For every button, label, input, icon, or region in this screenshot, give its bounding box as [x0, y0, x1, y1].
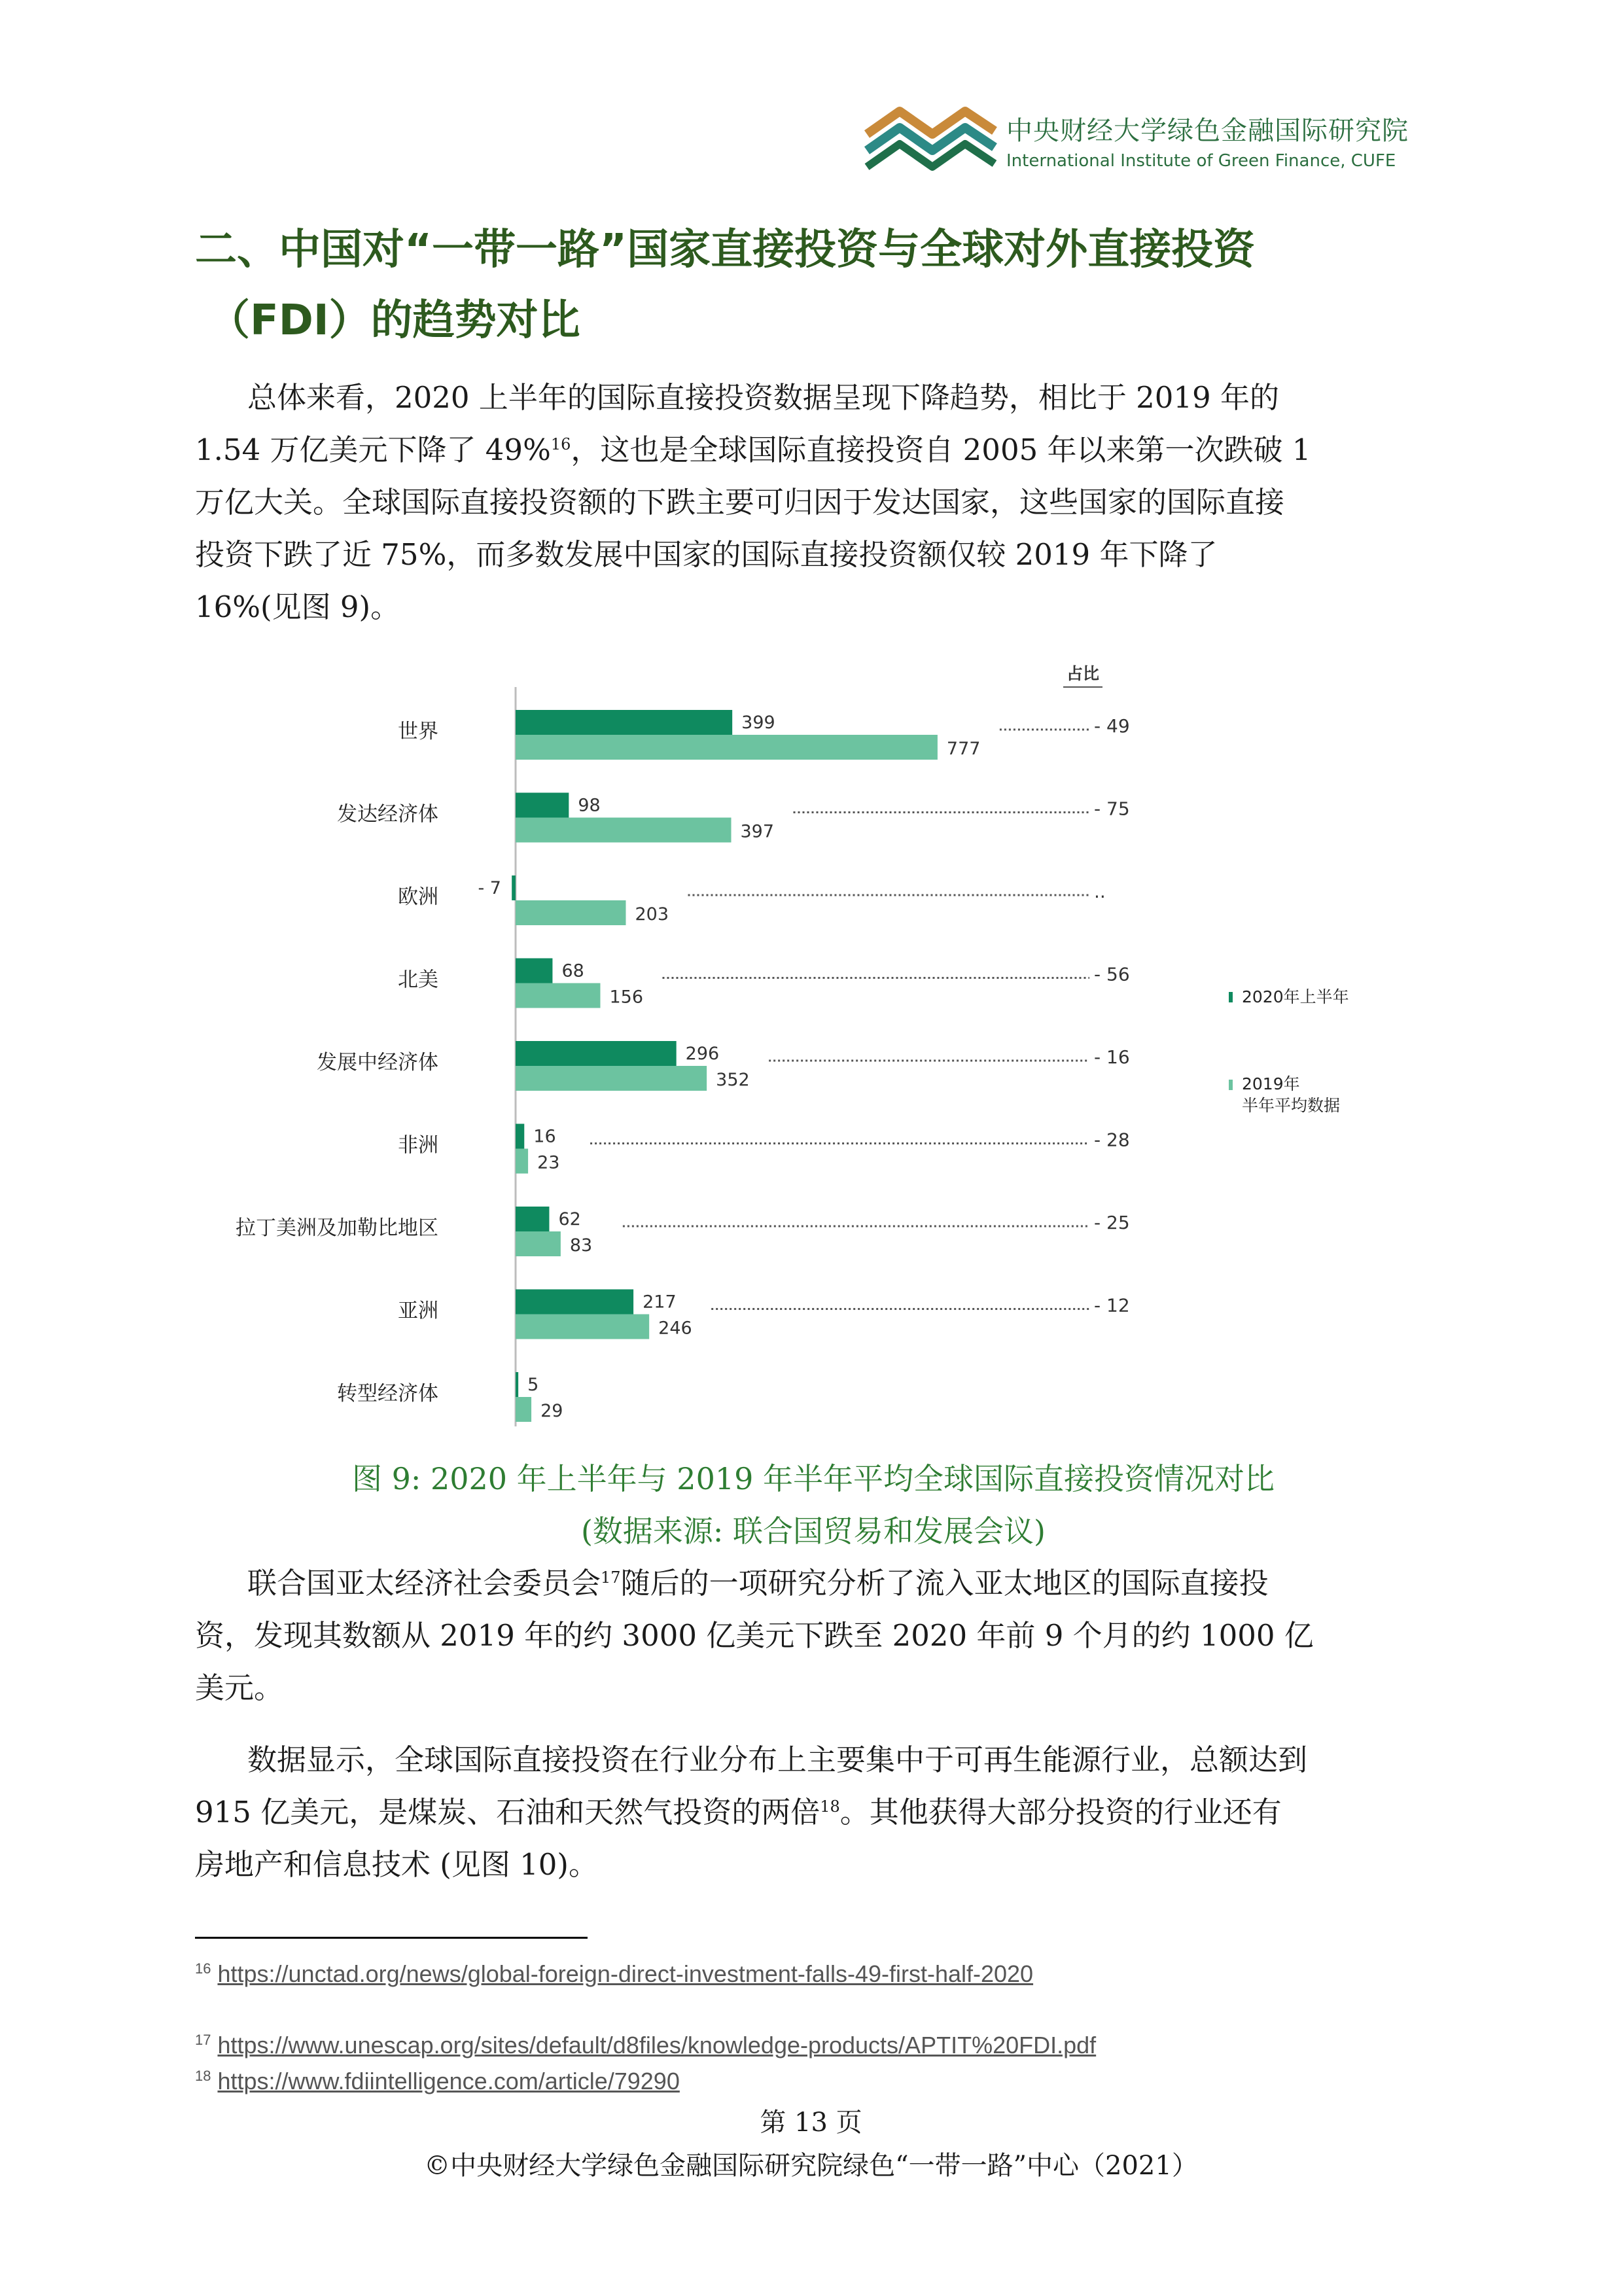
- category-label: 欧洲: [398, 885, 438, 909]
- value-label-2019: 83: [569, 1235, 593, 1256]
- value-label-2019: 156: [609, 987, 644, 1008]
- fdi-bar-chart: [196, 654, 1439, 1439]
- copyright-notice: ©中央财经大学绿色金融国际研究院绿色“一带一路”中心（2021）: [424, 2151, 1198, 2181]
- paragraph-line: 16%(见图 9)。: [195, 590, 400, 624]
- category-label: 世界: [398, 720, 438, 743]
- value-label-2020: 296: [685, 1044, 720, 1064]
- text-span: 。其他获得大部分投资的行业还有: [839, 1795, 1282, 1829]
- category-label: 亚洲: [398, 1299, 438, 1323]
- footnote-number: 16: [195, 1960, 211, 1977]
- section-title-line1: 二、中国对“一带一路”国家直接投资与全球对外直接投资: [195, 226, 1256, 274]
- change-label: - 16: [1094, 1046, 1130, 1068]
- bar-2020: [516, 793, 569, 818]
- category-label: 拉丁美洲及加勒比地区: [236, 1216, 438, 1240]
- footnote-divider: [195, 1937, 588, 1939]
- value-label-2020: 399: [741, 713, 775, 733]
- text-span: 随后的一项研究分析了流入亚太地区的国际直接投: [620, 1566, 1269, 1600]
- bar-2020: [516, 1290, 633, 1315]
- section-title-line2: （FDI）的趋势对比: [208, 296, 580, 345]
- value-label-2019: 246: [658, 1318, 692, 1339]
- value-label-2020: 68: [561, 961, 584, 981]
- value-label-2019: 397: [740, 821, 775, 842]
- legend-label-2020: 2020年上半年: [1242, 987, 1349, 1006]
- value-label-2020: 217: [643, 1292, 677, 1313]
- institute-name-cn: 中央财经大学绿色金融国际研究院: [1006, 116, 1409, 146]
- institute-name-en: International Institute of Green Finance, CUFE: [1006, 151, 1396, 171]
- legend-label-2019-line1: 2019年: [1242, 1074, 1300, 1093]
- change-label: - 49: [1094, 715, 1130, 737]
- section-title: [195, 215, 1438, 356]
- paragraph-line: 资，发现其数额从 2019 年的约 3000 亿美元下跌至 2020 年前 9 个月的约 1000 亿: [195, 1618, 1314, 1653]
- paragraph-line: [195, 424, 1432, 476]
- legend-swatch-2020: [1229, 992, 1233, 1002]
- institute-name: [1006, 110, 1409, 171]
- legend-swatch-2019: [1229, 1080, 1233, 1090]
- value-label-2019: 29: [540, 1401, 563, 1421]
- bar-2020: [512, 875, 516, 900]
- paragraph-line: 美元。: [195, 1670, 284, 1705]
- figure-caption: [195, 1453, 1432, 1557]
- text-span: 915 亿美元，是煤炭、石油和天然气投资的两倍: [195, 1795, 820, 1829]
- text-span: 1.54 万亿美元下降了 49%: [195, 433, 551, 467]
- category-label: 发展中经济体: [317, 1051, 438, 1074]
- change-label: - 56: [1094, 963, 1130, 985]
- bar-2020: [516, 1372, 518, 1397]
- change-label: - 28: [1094, 1129, 1130, 1151]
- bar-2019: [516, 818, 732, 843]
- value-label-2020: 62: [558, 1209, 581, 1229]
- change-label: - 12: [1094, 1294, 1130, 1316]
- footnote-link[interactable]: https://www.fdiintelligence.com/article/79290: [217, 2068, 680, 2094]
- text-span: ，这也是全球国际直接投资自 2005 年以来第一次跌破 1: [571, 433, 1311, 467]
- paragraph-line: 万亿大关。全球国际直接投资额的下跌主要可归因于发达国家，这些国家的国际直接: [195, 485, 1285, 520]
- value-label-2019: 777: [946, 739, 981, 759]
- footnote-17: [195, 2032, 1096, 2059]
- value-label-2019: 203: [635, 904, 669, 925]
- bar-2019: [516, 983, 600, 1008]
- value-label-2019: 352: [716, 1070, 750, 1090]
- paragraph-line: 总体来看，2020 上半年的国际直接投资数据呈现下降趋势，相比于 2019 年的: [247, 380, 1279, 415]
- category-label: 发达经济体: [337, 802, 438, 826]
- footnote-16: [195, 1960, 1033, 1988]
- category-label: 北美: [398, 968, 438, 992]
- bar-2020: [516, 1041, 677, 1066]
- paragraph-line: [195, 1557, 1432, 1610]
- bar-2020: [516, 710, 732, 735]
- caption-line1: 图 9: 2020 年上半年与 2019 年半年平均全球国际直接投资情况对比: [351, 1461, 1275, 1496]
- bar-2020: [516, 1124, 524, 1149]
- footnote-ref[interactable]: 16: [550, 435, 571, 453]
- paragraph-overview: [195, 372, 1432, 633]
- paragraph-asia-pacific: [195, 1557, 1432, 1714]
- paragraph-line: 数据显示，全球国际直接投资在行业分布上主要集中于可再生能源行业，总额达到: [247, 1742, 1308, 1777]
- bar-2020: [516, 959, 552, 983]
- paragraph-industry: [195, 1734, 1432, 1891]
- caption-line2: (数据来源: 联合国贸易和发展会议): [580, 1513, 1046, 1549]
- bar-2019: [516, 735, 938, 760]
- footnote-link[interactable]: https://unctad.org/news/global-foreign-direct-investment-falls-49-first-half-2020: [217, 1960, 1034, 1987]
- footnote-ref[interactable]: 18: [820, 1797, 840, 1816]
- bar-2020: [516, 1207, 549, 1231]
- bar-2019: [516, 1149, 528, 1174]
- value-label-2020: - 7: [478, 878, 501, 898]
- footnote-number: 17: [195, 2032, 211, 2048]
- change-header: 占比: [1066, 664, 1100, 683]
- paragraph-line: [195, 1786, 1432, 1839]
- paragraph-line: 房地产和信息技术 (见图 10)。: [195, 1847, 598, 1882]
- bar-2019: [516, 1066, 707, 1091]
- value-label-2020: 16: [533, 1126, 556, 1147]
- footnote-ref[interactable]: 17: [601, 1568, 621, 1587]
- legend-label-2019-line2: 半年平均数据: [1242, 1096, 1341, 1115]
- page-number: 第 13 页: [760, 2108, 862, 2138]
- footnote-18: [195, 2068, 680, 2095]
- footnote-number: 18: [195, 2068, 211, 2084]
- change-label: ..: [1094, 881, 1106, 902]
- text-span: 联合国亚太经济社会委员会: [247, 1566, 601, 1600]
- institute-logo: [860, 98, 1001, 177]
- footnote-link[interactable]: https://www.unescap.org/sites/default/d8files/knowledge-products/APTIT%20FDI.pdf: [217, 2032, 1097, 2058]
- category-label: 非洲: [398, 1133, 438, 1157]
- change-label: - 75: [1094, 798, 1130, 820]
- bar-2019: [516, 1397, 531, 1422]
- bar-2019: [516, 1315, 649, 1339]
- bar-2019: [516, 1231, 561, 1256]
- value-label-2020: 5: [527, 1375, 539, 1395]
- change-label: - 25: [1094, 1212, 1130, 1233]
- category-label: 转型经济体: [337, 1382, 438, 1405]
- paragraph-line: 投资下跌了近 75%，而多数发展中国家的国际直接投资额仅较 2019 年下降了: [195, 537, 1218, 572]
- value-label-2019: 23: [537, 1152, 560, 1173]
- bar-2019: [516, 900, 626, 925]
- value-label-2020: 98: [578, 795, 601, 816]
